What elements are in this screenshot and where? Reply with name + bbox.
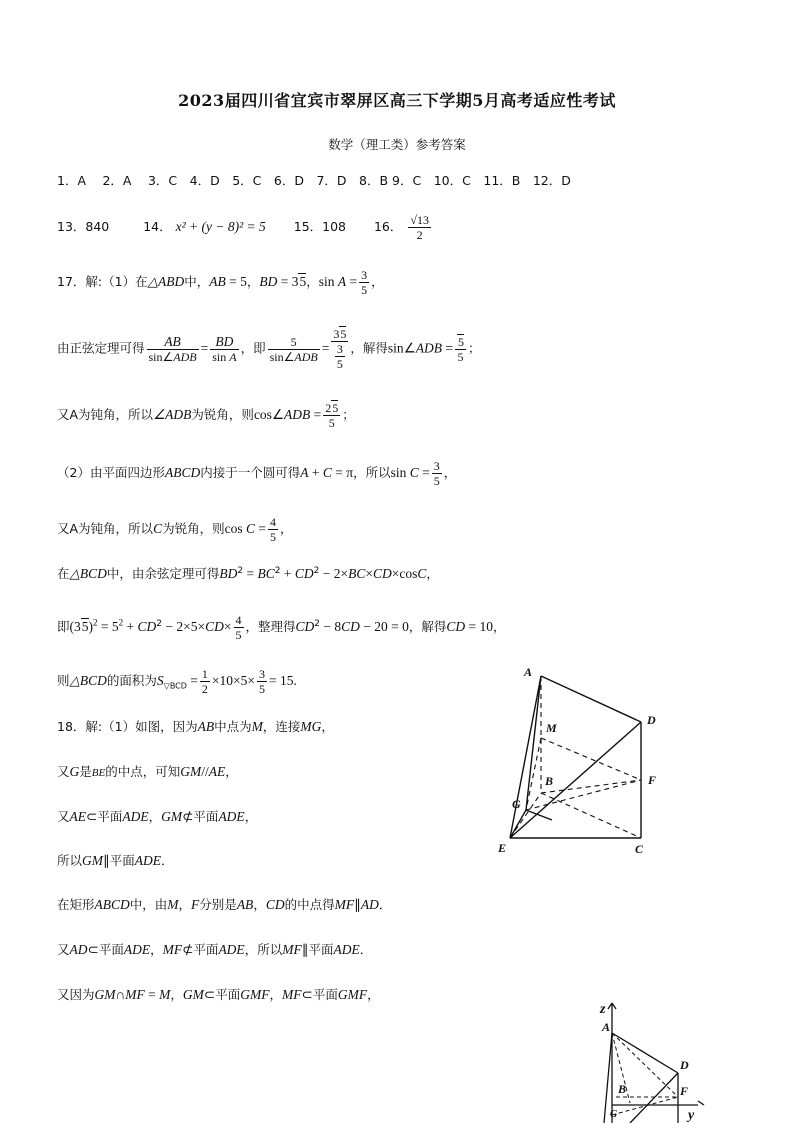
- q17-line-1: 17．解:（1）在△ABD中，AB = 5，BD = 35，sin A = $\frac{3}{5}$ ，: [57, 268, 384, 297]
- fig2-label-y: y: [688, 1108, 695, 1123]
- answer-16-fraction: $\frac{√13}{2}$: [410, 213, 429, 242]
- fig2-label-z: z: [600, 1002, 606, 1017]
- q17-equation: 即$(35)^2 = 5^2 + CD^2 - 2\times 5\times CD\times$ $\frac{4}{5}$ ，整理得$CD^2 - 8CD - 20 = 0$，解得CD = 10，: [57, 613, 506, 642]
- fig2-label-d: D: [680, 1058, 689, 1072]
- answer-13: 13．840: [57, 219, 110, 234]
- q18-line-3: 又AE⊂平面ADE，GM⊄平面ADE，: [57, 809, 258, 824]
- q18-line-4: 所以GM∥平面ADE．: [57, 853, 174, 868]
- geometry-figure-2: [590, 995, 710, 1123]
- answers-multiple-choice: 1．A 2．A 3．C 4．D 5．C 6．D 7．D 8．B 9．C 10．C 11．B 12．D: [57, 173, 571, 188]
- q18-line-7: 又因为GM∩MF = M，GM⊂平面GMF，MF⊂平面GMF，: [57, 987, 380, 1002]
- q17-area: 则△BCD的面积为$S_{▽BCD}$ = $\frac{1}{2}$ ×10×5× $\frac{3}{5}$ = 15.: [57, 667, 297, 696]
- answers-fill-in: [57, 214, 433, 241]
- q17-part2-line-2: 又A为钝角，所以C为锐角，则cos C = $\frac{4}{5}$ ，: [57, 515, 293, 544]
- page-subtitle: 数学（理工类）参考答案: [328, 137, 466, 152]
- q18-line-5: 在矩形ABCD中，由M，F分别是AB，CD的中点得MF∥AD．: [57, 897, 392, 912]
- fig1-label-b: B: [545, 774, 554, 788]
- geometry-figure-1: [490, 660, 670, 860]
- fig2-label-b: B: [618, 1082, 627, 1096]
- q18-line-6: 又AD⊂平面ADE，MF⊄平面ADE，所以MF∥平面ADE．: [57, 942, 373, 957]
- q18-line-1: 18．解:（1）如图，因为AB中点为M，连接MG，: [57, 719, 334, 734]
- fig1-label-g: G: [512, 797, 521, 811]
- answer-14-label: 14．: [143, 219, 172, 234]
- q17-cosine-law: 在△BCD中，由余弦定理可得$BD^2 = BC^2 + CD^2 - 2\times BC\times CD\times\cos C$，: [57, 566, 439, 582]
- fig2-label-f: F: [680, 1084, 689, 1098]
- page-title: 2023届四川省宜宾市翠屏区高三下学期5月高考适应性考试: [178, 91, 616, 110]
- fig1-label-c: C: [635, 842, 644, 856]
- q17-acute-angle: 又A为钝角，所以∠ADB为锐角，则cos∠ADB = $\frac{25}{5}$ ；: [57, 401, 355, 430]
- q17-part2-line-1: （2）由平面四边形ABCD内接于一个圆可得A + C = π，所以sin C = $\frac{3}{5}$ ，: [57, 459, 457, 488]
- fig1-label-f: F: [648, 773, 657, 787]
- fig1-label-m: M: [546, 721, 557, 735]
- q17-sine-law: 由正弦定理可得 $\frac{AB}{\text{sin∠ADB}}$ = $\frac{BD}{\text{sin A}}$ ，即 $\frac{5}{\text{sin∠ADB}}$ = $\frac{35}{\frac{3}{5}}$ ，解得sin∠ADB = $\frac{5}{5}$ ；: [57, 327, 481, 371]
- fig2-label-a: A: [602, 1020, 611, 1034]
- fig1-label-a: A: [524, 665, 533, 679]
- fig1-label-e: E: [498, 841, 507, 855]
- fig2-label-g: G: [610, 1109, 618, 1120]
- answer-15: 15．108: [293, 219, 347, 234]
- q18-line-2: 又G是BE的中点，可知GM//AE，: [57, 764, 238, 779]
- answer-14-expr: x² + (y − 8)² = 5: [175, 219, 266, 234]
- fig1-label-d: D: [647, 713, 656, 727]
- answer-16-label: 16．: [373, 219, 403, 234]
